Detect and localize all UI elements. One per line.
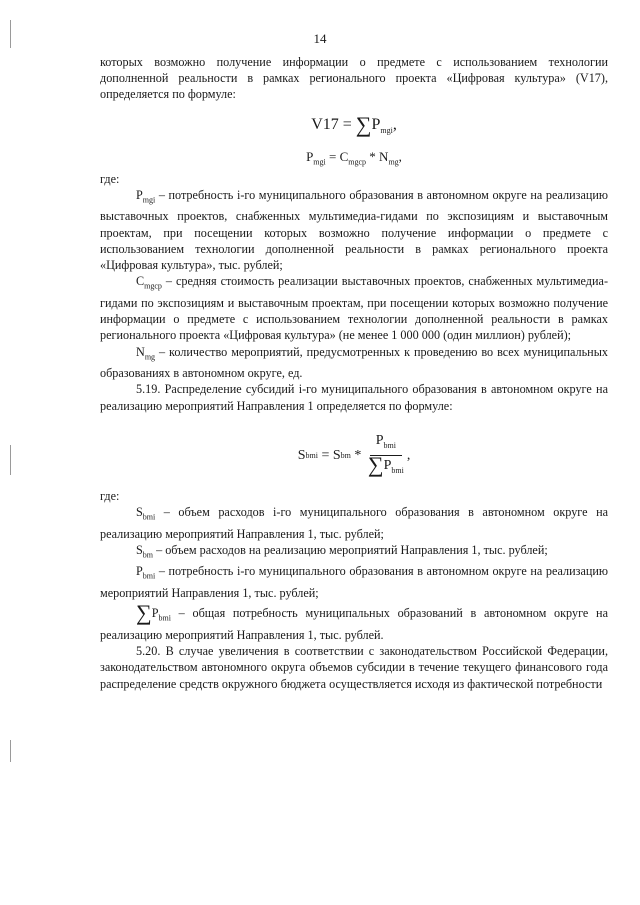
formula-comma: ,: [398, 148, 402, 164]
formula-subscript: mgi: [313, 157, 326, 167]
def-symbol: N: [136, 344, 145, 359]
formula-pmgi: [100, 149, 608, 171]
formula-lhs: V17 =: [311, 115, 356, 133]
sigma-symbol: ∑: [355, 111, 372, 137]
formula-variable: P: [383, 457, 392, 473]
sigma-symbol: ∑: [367, 451, 384, 477]
formula-variable: S: [297, 447, 306, 463]
def-symbol: P: [136, 564, 143, 579]
paragraph-5-20: 5.20. В случае увеличения в соответствии с законодательством Российской Федерации, законодательством автономного округа объемов субсидии в течение текущего финансового года распределение средств окружного бюджета осуществляется исходя из фактической потребности: [100, 644, 608, 691]
formula-equals: =: [317, 447, 333, 463]
def-text: – потребность i-го муниципального образования в автономном округе на реализацию выставочных проектов, снабженных мультимедиа-гидами по экспозициям и выставочным проектам, при посещении которых возможно получение информации о предмете с использованием технологии дополненной реальности в рамках регионального проекта «Цифровая культура», тыс. рублей;: [100, 187, 608, 273]
def-subscript: bm: [142, 550, 154, 560]
formula-fraction: [368, 433, 404, 479]
formula-variable: C: [339, 148, 349, 164]
definition-pmgi: [100, 187, 608, 273]
def-text: – количество мероприятий, предусмотренных к проведению во всех муниципальных образованиях в автономном округе, ед.: [100, 344, 608, 381]
formula-equals: =: [325, 148, 340, 164]
formula-subscript: bmi: [383, 440, 396, 450]
formula-variable: N: [379, 148, 389, 164]
definition-cmgcp: [100, 273, 608, 343]
def-symbol: P: [136, 187, 143, 202]
formula-sbmi: [100, 424, 608, 488]
page-number: 14: [313, 31, 327, 46]
formula-variable: P: [375, 432, 384, 448]
where-label: где:: [100, 171, 120, 186]
fraction-denominator: [367, 451, 404, 479]
def-text: – потребность i-го муниципального образования в автономном округе на реализацию мероприятий Направления 1, тыс. рублей;: [100, 564, 608, 601]
def-symbol: P: [151, 606, 159, 621]
definition-pbmi: [100, 563, 608, 601]
def-symbol: S: [136, 542, 143, 557]
definition-nmg: [100, 344, 608, 382]
where-label: где:: [100, 488, 120, 503]
formula-comma: ,: [392, 115, 397, 133]
scan-edge-mark: [10, 445, 11, 475]
formula-v17: [100, 111, 608, 141]
formula-comma: ,: [406, 447, 411, 463]
formula-subscript: bm: [340, 450, 351, 460]
formula-variable: P: [306, 148, 314, 164]
formula-subscript: bmi: [305, 450, 318, 460]
formula-subscript: mg: [388, 157, 399, 167]
paragraph-5-19: 5.19. Распределение субсидий i-го муниципального образования в автономном округе на реализацию мероприятий Направления 1 определяется по формуле:: [100, 382, 608, 413]
def-text: – объем расходов i-го муниципального образования в автономном округе на реализацию мероприятий Направления 1, тыс. рублей;: [100, 504, 608, 541]
def-symbol: C: [136, 274, 145, 289]
def-subscript: bmi: [142, 571, 156, 581]
document-body: [100, 54, 608, 692]
def-text: – средняя стоимость реализации выставочных проектов, снабженных мультимедиа-гидами по экспозициям и выставочным проектам, при посещении которых возможно получение информации о предмете с использованием технологии дополненной реальности в рамках регионального проекта «Цифровая культура» (не менее 1 000 000 (один миллион) рублей);: [100, 274, 608, 343]
definition-sum-pbmi: [100, 600, 608, 643]
formula-subscript: bmi: [391, 465, 404, 475]
def-text: – объем расходов на реализацию мероприятий Направления 1, тыс. рублей;: [153, 542, 548, 557]
def-subscript: mg: [144, 351, 156, 361]
def-text: – общая потребность муниципальных образований в автономном округе на реализацию мероприятий Направления 1, тыс. рублей.: [100, 606, 608, 642]
def-symbol: S: [136, 504, 143, 519]
definition-sbm: [100, 542, 608, 564]
def-subscript: bmi: [158, 613, 171, 623]
def-subscript: bmi: [142, 512, 156, 522]
sigma-symbol: ∑: [136, 600, 152, 626]
formula-operator: *: [366, 148, 380, 164]
formula-subscript: mgcp: [348, 157, 367, 167]
formula-variable: P: [371, 115, 381, 133]
definition-sbmi: [100, 504, 608, 542]
intro-paragraph: которых возможно получение информации о предмете с использованием технологии дополненной реальности в рамках регионального проекта «Цифровая культура» (V17), определяется по формуле:: [100, 55, 608, 102]
def-subscript: mgcp: [144, 281, 162, 291]
def-subscript: mgi: [142, 195, 156, 205]
scan-edge-mark: [10, 740, 11, 762]
formula-variable: S: [332, 447, 341, 463]
formula-subscript: mgi: [380, 125, 393, 135]
formula-operator: *: [350, 447, 365, 463]
